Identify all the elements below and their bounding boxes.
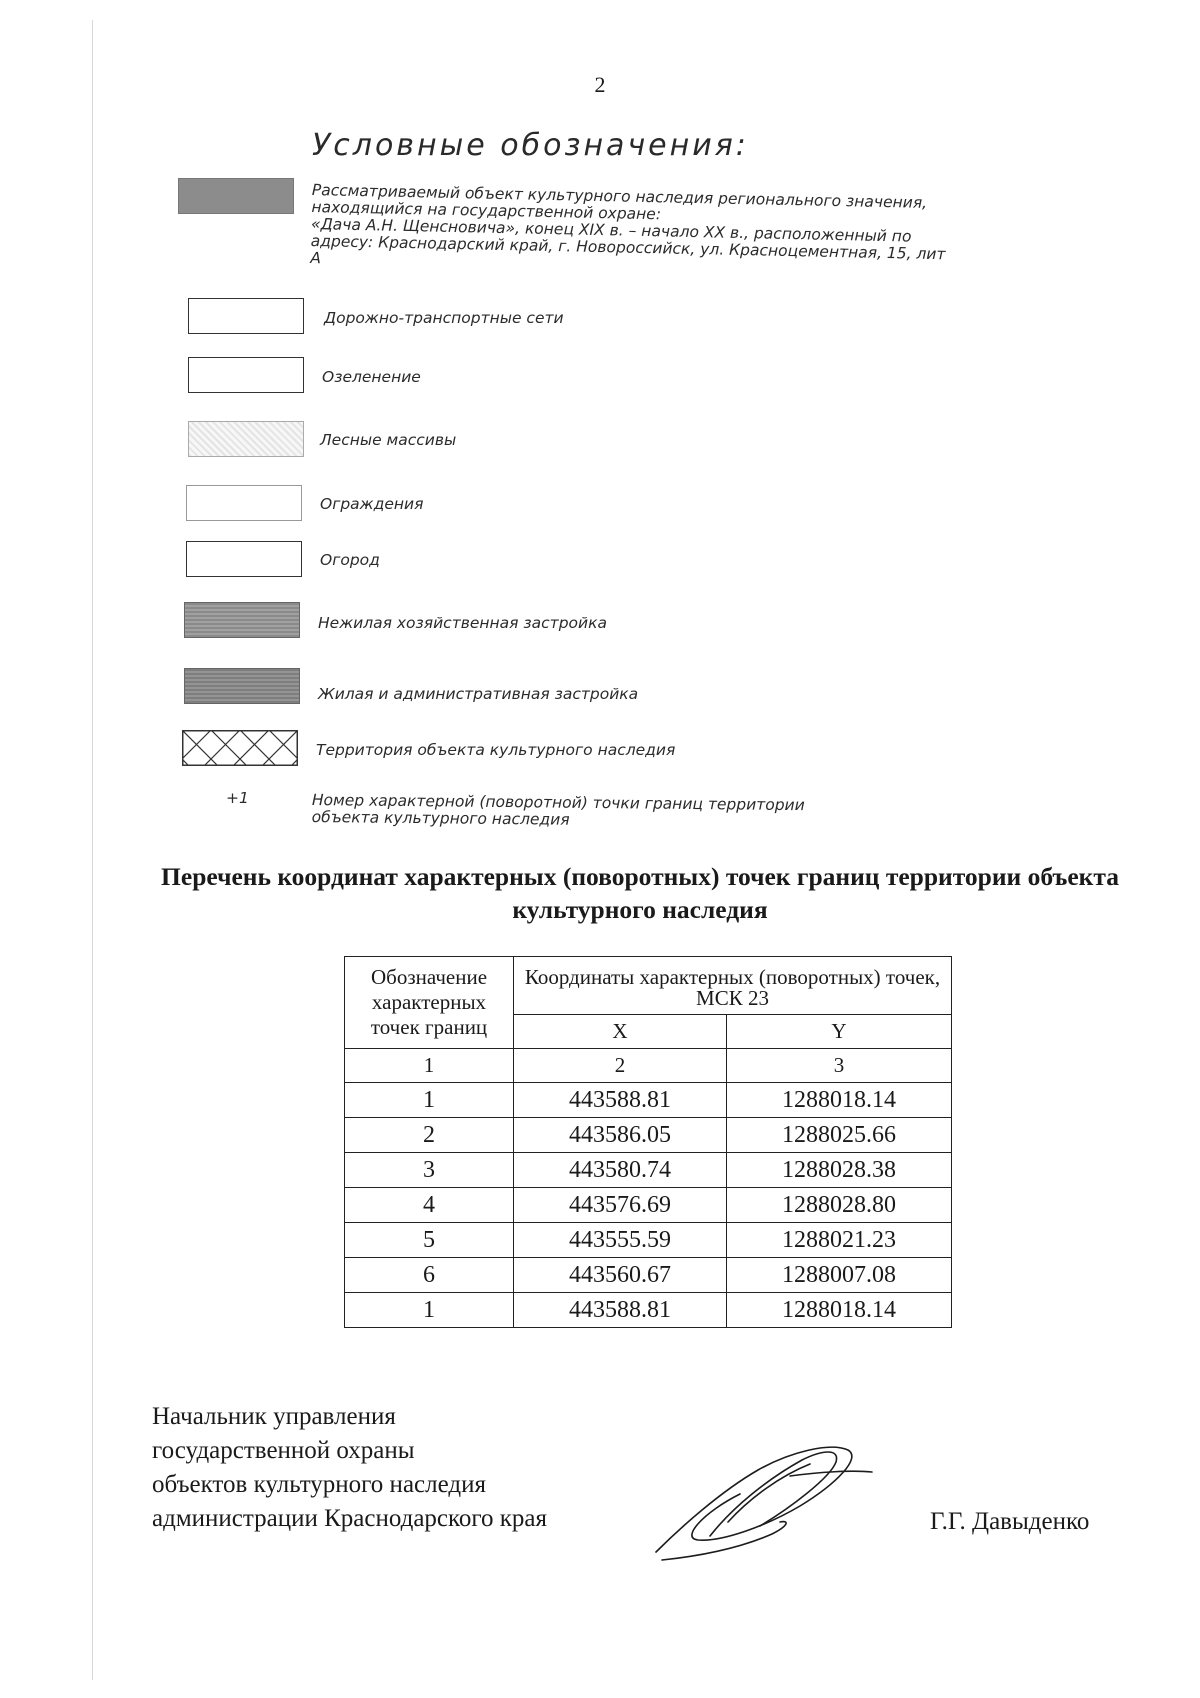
x-coordinate: 443586.05	[514, 1118, 727, 1153]
column-number: 1	[345, 1049, 514, 1083]
legend-title: Условные обозначения:	[312, 128, 749, 163]
y-coordinate: 1288021.23	[727, 1223, 952, 1258]
greenery-label: Озеленение	[322, 368, 421, 386]
table-row	[345, 1188, 952, 1223]
greenery-swatch	[188, 357, 304, 393]
column-number: 3	[727, 1049, 952, 1083]
header-y: Y	[727, 1015, 952, 1049]
point-number: 2	[345, 1118, 514, 1153]
fences-swatch	[186, 485, 302, 521]
y-coordinate: 1288028.38	[727, 1153, 952, 1188]
x-coordinate: 443555.59	[514, 1223, 727, 1258]
column-number: 2	[514, 1049, 727, 1083]
table-row	[345, 1118, 952, 1153]
residential-buildings-label: Жилая и административная застройка	[318, 685, 639, 703]
heritage-object-swatch	[178, 178, 294, 214]
road-networks-label: Дорожно-транспортные сети	[324, 309, 564, 327]
point-marker-description: Номер характерной (поворотной) точки границ территории объекта культурного наследия	[311, 791, 805, 829]
heritage-territory-label: Территория объекта культурного наследия	[316, 741, 676, 759]
x-coordinate: 443588.81	[514, 1083, 727, 1118]
handwritten-signature	[640, 1436, 900, 1566]
forests-swatch	[188, 421, 304, 457]
coordinates-section-title: Перечень координат характерных (поворотных) точек границ территории объекта культурного наследия	[161, 862, 1119, 924]
table-row	[345, 1083, 952, 1118]
non-residential-buildings-label: Нежилая хозяйственная застройка	[318, 614, 607, 632]
table-row	[345, 1153, 952, 1188]
x-coordinate: 443580.74	[514, 1153, 727, 1188]
page-number: 2	[594, 72, 606, 97]
point-number: 1	[345, 1083, 514, 1118]
x-coordinate: 443576.69	[514, 1188, 727, 1223]
point-number: 1	[345, 1293, 514, 1328]
point-number: 5	[345, 1223, 514, 1258]
point-marker-symbol: +1	[226, 789, 249, 807]
column-number-row	[345, 1049, 952, 1083]
road-networks-swatch	[188, 298, 304, 334]
y-coordinate: 1288018.14	[727, 1083, 952, 1118]
residential-buildings-swatch	[184, 668, 300, 704]
point-number: 3	[345, 1153, 514, 1188]
garden-label: Огород	[320, 551, 380, 569]
heritage-territory-swatch	[182, 730, 298, 766]
header-point-designation: Обозначение характерных точек границ	[345, 957, 514, 1049]
table-row	[345, 1293, 952, 1328]
table-row	[345, 1258, 952, 1293]
table-row	[345, 1223, 952, 1258]
coordinates-table	[344, 956, 952, 1328]
x-coordinate: 443588.81	[514, 1293, 727, 1328]
header-x: X	[514, 1015, 727, 1049]
page-margin-line	[92, 20, 93, 1680]
signatory-position: Начальник управления государственной охраны объектов культурного наследия администрации Краснодарского края	[152, 1403, 548, 1532]
header-coordinates: Координаты характерных (поворотных) точек, МСК 23	[514, 957, 952, 1015]
signatory-name: Г.Г. Давыденко	[930, 1508, 1090, 1535]
y-coordinate: 1288018.14	[727, 1293, 952, 1328]
y-coordinate: 1288028.80	[727, 1188, 952, 1223]
fences-label: Ограждения	[320, 495, 424, 513]
forests-label: Лесные массивы	[320, 431, 457, 449]
y-coordinate: 1288007.08	[727, 1258, 952, 1293]
non-residential-buildings-swatch	[184, 602, 300, 638]
y-coordinate: 1288025.66	[727, 1118, 952, 1153]
garden-swatch	[186, 541, 302, 577]
point-number: 4	[345, 1188, 514, 1223]
heritage-object-description: Рассматриваемый объект культурного наследия регионального значения, находящийся на государственной охране: «Дача А.Н. Щенсновича», конец XIX в. – начало XX в., расположенный по адресу: Краснодарский край, г. Новороссийск, ул. Красноцементная, 15, лит А	[310, 181, 946, 268]
x-coordinate: 443560.67	[514, 1258, 727, 1293]
point-number: 6	[345, 1258, 514, 1293]
table-header-row	[345, 957, 952, 1015]
